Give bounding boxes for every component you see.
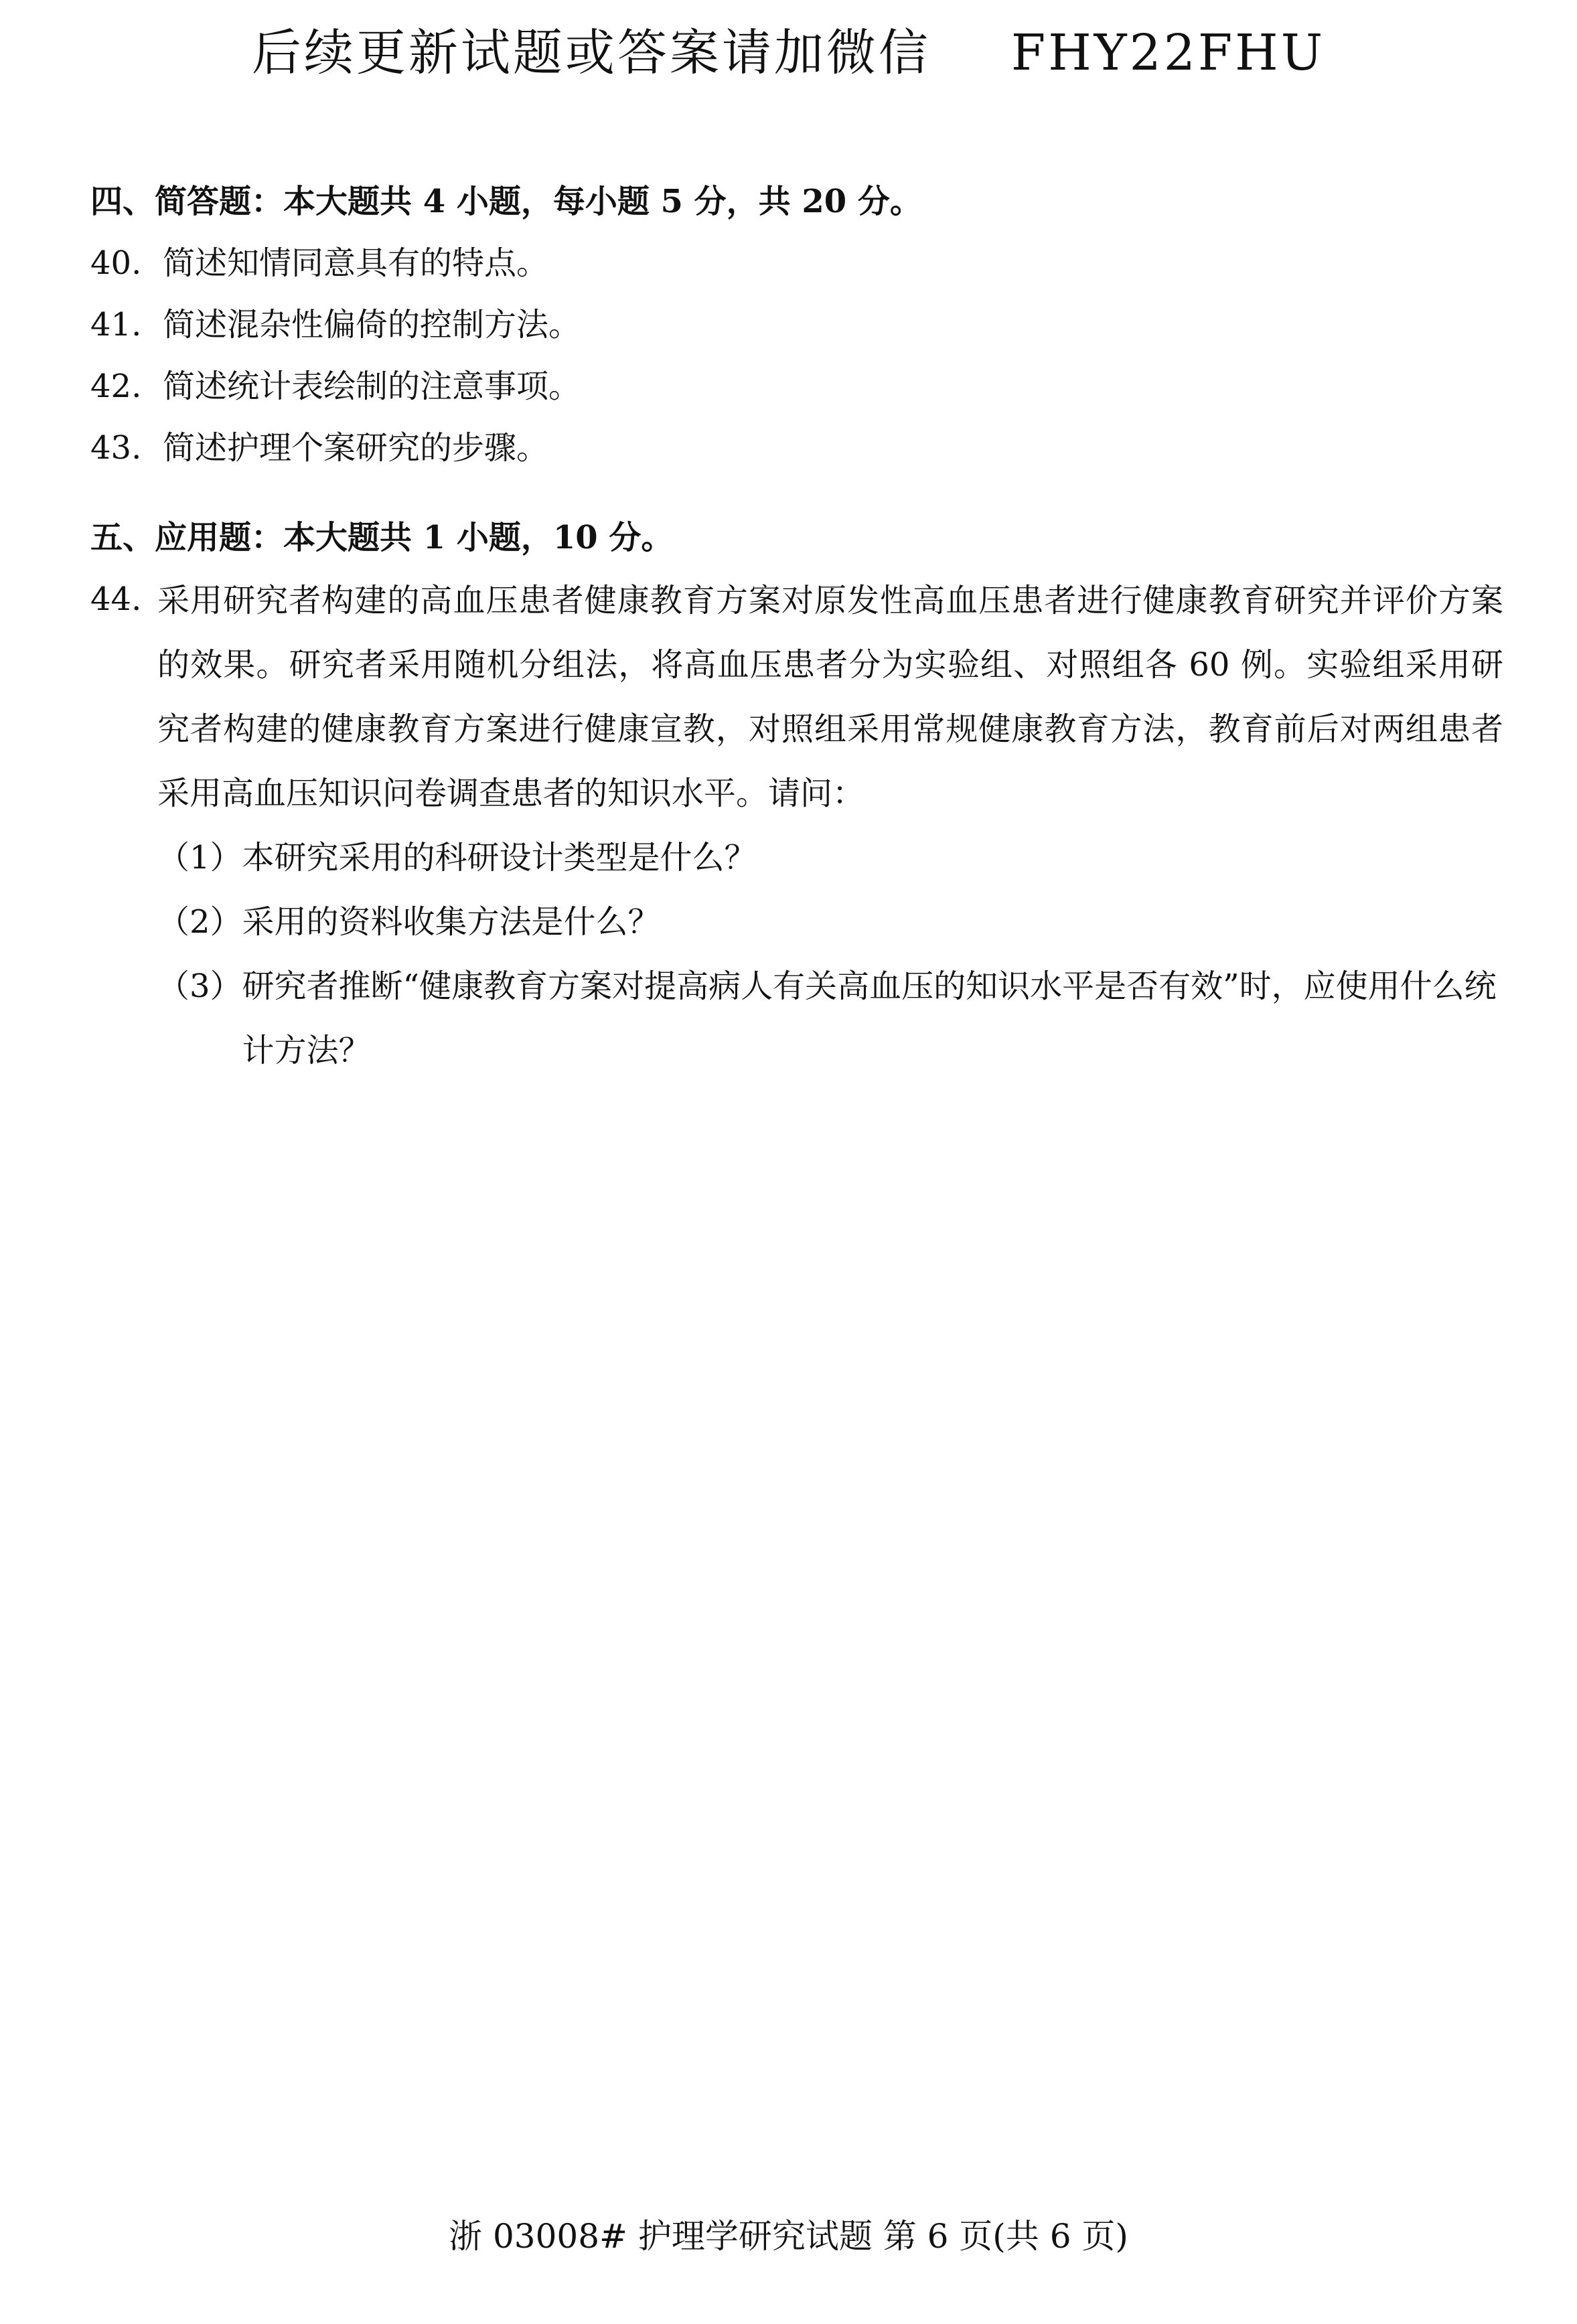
sub-question-1 xyxy=(157,826,1503,890)
section-5-title: 五、应用题：本大题共 1 小题，10 分。 xyxy=(90,519,674,556)
page-footer: 浙 03008# 护理学研究试题 第 6 页(共 6 页) xyxy=(449,2217,1128,2256)
question-number: 40. xyxy=(90,244,142,282)
sub-question-3 xyxy=(157,954,1503,1083)
exam-content xyxy=(90,171,1503,1083)
question-43 xyxy=(90,417,1503,479)
question-text: 简述混杂性偏倚的控制方法。 xyxy=(163,306,581,343)
question-number: 42. xyxy=(90,368,142,405)
sub-question-text: 本研究采用的科研设计类型是什么？ xyxy=(242,839,757,876)
header-code: FHY22FHU xyxy=(1010,24,1326,82)
question-41 xyxy=(90,294,1503,356)
question-text: 采用研究者构建的高血压患者健康教育方案对原发性高血压患者进行健康教育研究并评价方案的效果。研究者采用随机分组法，将高血压患者分为实验组、对照组各 60 例。实验组采用研究者构建的健康教育方案进行健康宣教，对照组采用常规健康教育方法，教育前后对两组患者采用高血压知识问卷调查患者的知识水平。请问： xyxy=(157,582,1503,812)
question-44 xyxy=(90,568,1503,1083)
question-text: 简述统计表绘制的注意事项。 xyxy=(163,368,581,405)
sub-question-2 xyxy=(157,890,1503,954)
question-number: 44. xyxy=(90,580,142,618)
question-number: 41. xyxy=(90,306,142,343)
question-text: 简述知情同意具有的特点。 xyxy=(163,244,549,282)
sub-question-text: 研究者推断“健康教育方案对提高病人有关高血压的知识水平是否有效”时，应使用什么统计方法？ xyxy=(242,967,1497,1069)
sub-question-number: （1） xyxy=(157,839,242,876)
question-number: 43. xyxy=(90,429,142,467)
page-header xyxy=(0,13,1577,84)
question-text: 简述护理个案研究的步骤。 xyxy=(163,429,549,467)
header-text: 后续更新试题或答案请加微信 xyxy=(251,24,931,82)
section-4-title: 四、简答题：本大题共 4 小题，每小题 5 分，共 20 分。 xyxy=(90,183,922,220)
sub-question-number: （2） xyxy=(157,903,242,941)
sub-question-number: （3） xyxy=(157,967,242,1005)
question-40 xyxy=(90,232,1503,294)
question-42 xyxy=(90,356,1503,417)
question-44-body xyxy=(157,568,1503,1083)
sub-question-text: 采用的资料收集方法是什么？ xyxy=(242,903,660,941)
